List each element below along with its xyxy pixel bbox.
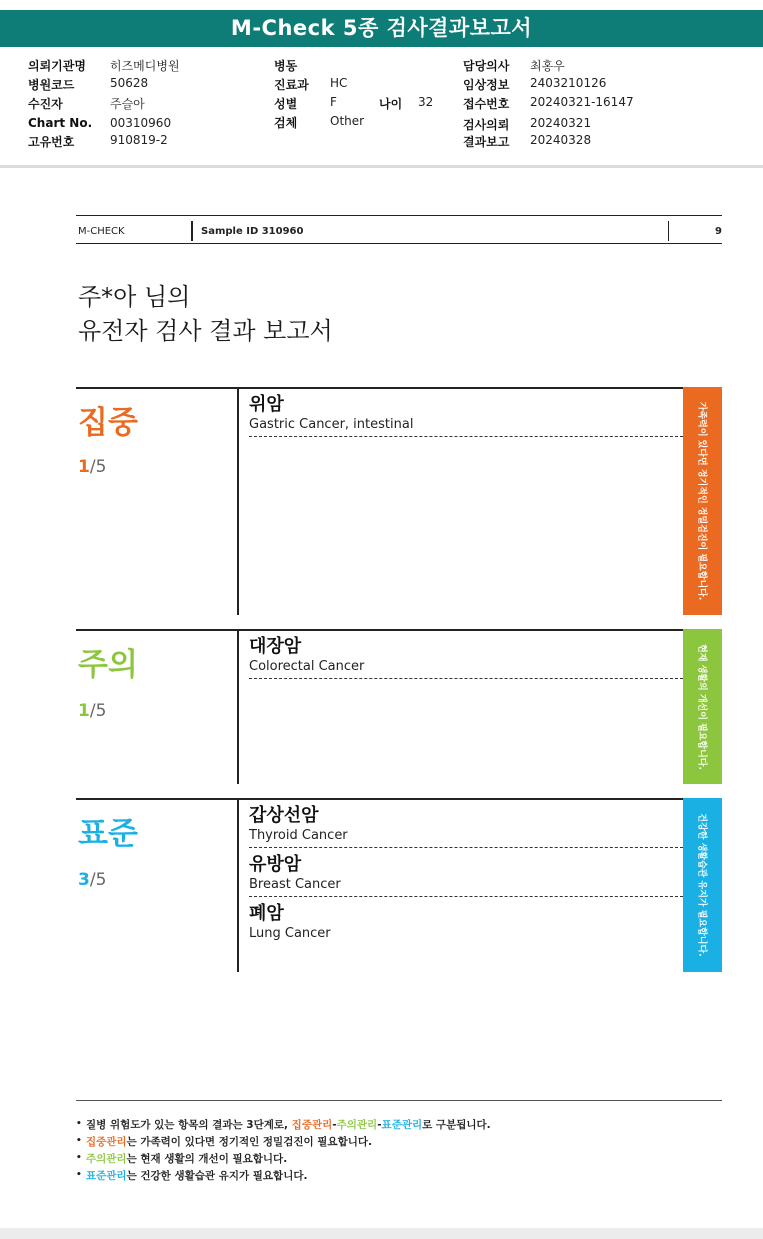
sidebar-text: 현재 생활의 개선이 필요합니다.: [696, 643, 706, 770]
section-count: [78, 870, 106, 890]
report-brand: M-CHECK: [78, 226, 125, 237]
result-item: [249, 854, 683, 893]
section-name: 주의: [78, 647, 138, 683]
greeting-line-2: 유전자 검사 결과 보고서: [78, 317, 333, 345]
footnote-highlight: 주의관리: [86, 1153, 127, 1165]
footnote: [76, 1151, 491, 1168]
footnote-text: 는 가족력이 있다면 정기적인 정밀검진이 필요합니다.: [126, 1136, 372, 1148]
receipt-label: 접수번호: [463, 97, 510, 111]
result-item: [249, 394, 683, 433]
item-name-kr: 대장암: [249, 636, 302, 657]
section-focus: [76, 387, 722, 615]
result-item: [249, 636, 683, 675]
bottom-band: [0, 1228, 763, 1239]
report-date-label: 결과보고: [463, 135, 510, 149]
hospital-value: 히즈메디병원: [110, 59, 180, 73]
sex-label: 성별: [274, 97, 298, 111]
section-count: [78, 701, 106, 721]
header-top-rule: [76, 215, 722, 216]
section-rule: [76, 798, 722, 800]
footer-rule: [76, 1100, 722, 1101]
sidebar-text: 건강한 생활습관 유지가 필요합니다.: [696, 813, 706, 957]
receipt-value: 20240321-16147: [530, 95, 634, 109]
request-label: 검사의뢰: [463, 118, 510, 132]
footnote-text: -: [377, 1119, 382, 1131]
greeting: [78, 280, 333, 348]
hospital-code-label: 병원코드: [28, 78, 75, 92]
sample-id: Sample ID 310960: [201, 226, 304, 237]
item-name-kr: 위암: [249, 394, 284, 415]
clinical-label: 임상정보: [463, 78, 510, 92]
section-sidebar: [683, 387, 722, 615]
footnotes: [76, 1117, 491, 1185]
item-divider: [249, 436, 683, 437]
section-divider: [237, 629, 239, 784]
patient-info-panel: [0, 50, 763, 166]
item-name-en: Colorectal Cancer: [249, 659, 365, 674]
header-separator: [191, 221, 193, 241]
report-title: M-Check 5종 검사결과보고서: [230, 16, 533, 40]
sex-value: F: [330, 95, 337, 109]
report-date-value: 20240328: [530, 133, 592, 147]
patient-value: 주슬아: [110, 97, 145, 111]
footnote-highlight: 표준관리: [381, 1119, 423, 1131]
item-name-en: Lung Cancer: [249, 926, 331, 941]
item-divider: [249, 847, 683, 848]
item-name-en: Breast Cancer: [249, 877, 341, 892]
footnote-highlight: 집중관리: [291, 1119, 333, 1131]
header-bottom-rule: [76, 243, 722, 244]
dept-value: HC: [330, 76, 348, 90]
info-divider: [0, 165, 763, 168]
section-standard: [76, 798, 722, 972]
footnote-text: 로 구분됩니다.: [422, 1119, 491, 1131]
section-name: 표준: [78, 816, 138, 852]
section-sidebar: [683, 798, 722, 972]
header-separator: [668, 221, 669, 241]
item-name-kr: 폐암: [249, 903, 284, 924]
footnote: [76, 1117, 491, 1134]
section-divider: [237, 387, 239, 615]
footnote-highlight: 주의관리: [336, 1119, 378, 1131]
specimen-value: Other: [330, 114, 365, 128]
footnote-text: 질병 위험도가 있는 항목의 결과는 3단계로,: [86, 1119, 292, 1131]
unique-value: 910819-2: [110, 133, 168, 147]
ward-label: 병동: [274, 59, 298, 73]
section-count: [78, 457, 106, 477]
section-name: 집중: [78, 405, 138, 441]
section-rule: [76, 629, 722, 631]
section-sidebar: [683, 629, 722, 784]
section-rule: [76, 387, 722, 389]
age-value: 32: [418, 95, 434, 109]
greeting-line-1: 주*아 님의: [78, 283, 191, 311]
chart-value: 00310960: [110, 116, 172, 130]
sidebar-text: 가족력이 있다면 정기적인 정밀검진이 필요합니다.: [696, 401, 706, 601]
item-name-kr: 유방암: [249, 854, 302, 875]
chart-label: Chart No.: [28, 116, 93, 130]
footnote-text: 는 현재 생활의 개선이 필요합니다.: [126, 1153, 288, 1165]
section-count-number: 1: [78, 701, 90, 721]
item-name-en: Thyroid Cancer: [249, 828, 348, 843]
footnote-text: -: [332, 1119, 337, 1131]
section-count-total: /5: [89, 701, 107, 721]
footnote: [76, 1168, 491, 1185]
age-label: 나이: [379, 97, 403, 111]
item-name-en: Gastric Cancer, intestinal: [249, 417, 414, 432]
footnote: [76, 1134, 491, 1151]
item-divider: [249, 678, 683, 679]
page-number: 9: [715, 226, 722, 237]
item-name-kr: 갑상선암: [249, 805, 319, 826]
doctor-label: 담당의사: [463, 59, 510, 73]
specimen-label: 검체: [274, 116, 298, 130]
doctor-value: 최홍우: [530, 59, 565, 73]
footnote-text: 는 건강한 생활습관 유지가 필요합니다.: [126, 1170, 308, 1182]
clinical-value: 2403210126: [530, 76, 607, 90]
section-count-total: /5: [89, 870, 107, 890]
footnote-highlight: 집중관리: [86, 1136, 127, 1148]
section-divider: [237, 798, 239, 972]
hospital-code-value: 50628: [110, 76, 149, 90]
section-count-total: /5: [89, 457, 107, 477]
section-count-number: 3: [78, 870, 90, 890]
request-value: 20240321: [530, 116, 592, 130]
dept-label: 진료과: [274, 78, 309, 92]
hospital-label: 의뢰기관명: [28, 59, 86, 73]
result-item: [249, 805, 683, 844]
item-divider: [249, 896, 683, 897]
section-count-number: 1: [78, 457, 90, 477]
section-caution: [76, 629, 722, 784]
unique-label: 고유번호: [28, 135, 75, 149]
report-title-bar: [0, 10, 763, 47]
result-item: [249, 903, 683, 942]
patient-label: 수진자: [28, 97, 63, 111]
footnote-highlight: 표준관리: [86, 1170, 127, 1182]
